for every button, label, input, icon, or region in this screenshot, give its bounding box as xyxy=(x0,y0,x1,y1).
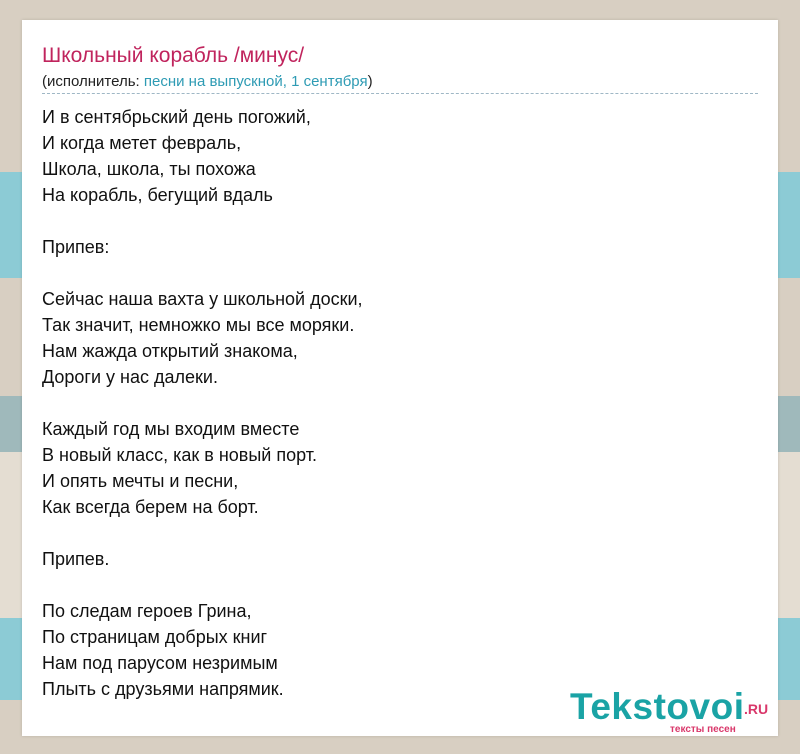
lyric-line: По следам героев Грина, xyxy=(42,601,252,621)
tekstovoi-logo[interactable] xyxy=(570,686,775,736)
lyric-line: Школа, школа, ты похожа xyxy=(42,159,256,179)
lyric-line: Так значит, немножко мы все моряки. xyxy=(42,315,355,335)
song-title: Школьный корабль /минус/ xyxy=(42,44,305,67)
logo-tagline: тексты песен xyxy=(670,724,736,735)
lyric-line: Припев. xyxy=(42,549,110,569)
lyric-line: На корабль, бегущий вдаль xyxy=(42,185,273,205)
lyrics-text xyxy=(42,104,363,702)
lyric-line: По страницам добрых книг xyxy=(42,627,268,647)
lyric-line: Нам жажда открытий знакома, xyxy=(42,341,298,361)
lyric-line: И опять мечты и песни, xyxy=(42,471,239,491)
blank-line xyxy=(42,390,363,416)
blank-line xyxy=(42,260,363,286)
lyric-line: Плыть с друзьями напрямик. xyxy=(42,679,284,699)
lyric-line: И в сентябрьский день погожий, xyxy=(42,107,311,127)
artist-link[interactable]: песни на выпускной, 1 сентября xyxy=(143,73,368,90)
lyric-line: Нам под парусом незримым xyxy=(42,653,278,673)
logo-name: Tekstovoi xyxy=(570,686,745,727)
blank-line xyxy=(42,572,363,598)
lyric-line: Припев: xyxy=(42,237,110,257)
lyric-line: Сейчас наша вахта у школьной доски, xyxy=(42,289,363,309)
artist-prefix: (исполнитель: xyxy=(42,73,144,90)
blank-line xyxy=(42,520,363,546)
lyric-line: И когда метет февраль, xyxy=(42,133,242,153)
lyric-line: Дороги у нас далеки. xyxy=(42,367,218,387)
artist-line xyxy=(42,73,758,94)
blank-line xyxy=(42,208,363,234)
lyrics-card xyxy=(22,20,778,736)
artist-suffix: ) xyxy=(367,73,373,90)
logo-tld: .RU xyxy=(744,701,769,717)
lyric-line: В новый класс, как в новый порт. xyxy=(42,445,317,465)
lyric-line: Каждый год мы входим вместе xyxy=(42,419,300,439)
lyric-line: Как всегда берем на борт. xyxy=(42,497,259,517)
